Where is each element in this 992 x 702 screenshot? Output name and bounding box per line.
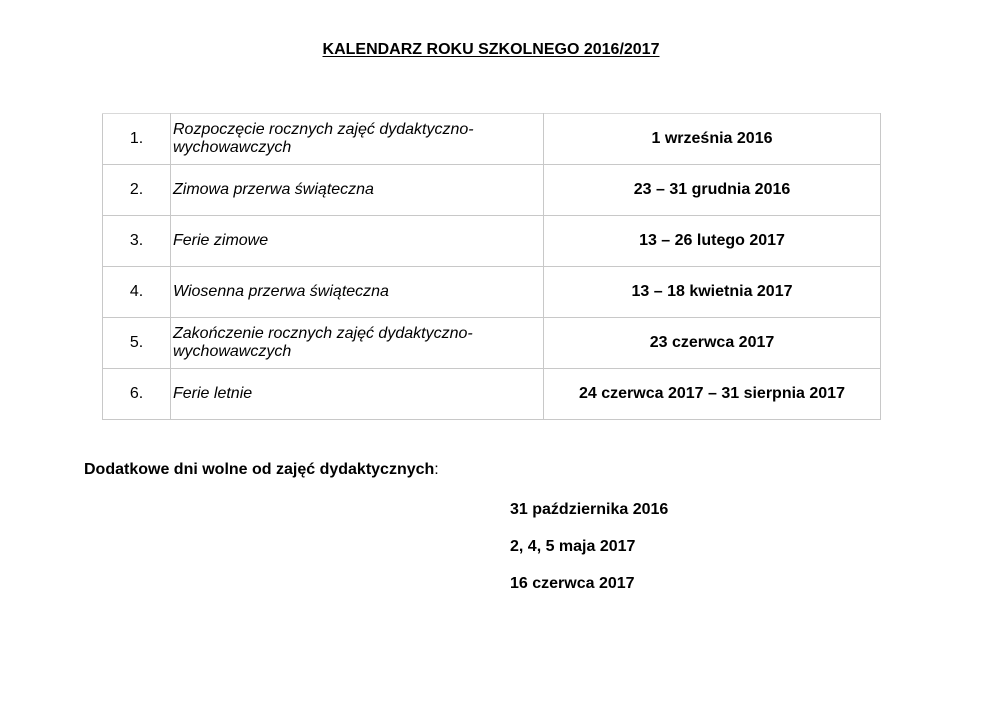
list-item: 31 października 2016 xyxy=(510,501,669,518)
row-date: 23 – 31 grudnia 2016 xyxy=(544,165,881,216)
list-item: 2, 4, 5 maja 2017 xyxy=(510,538,636,555)
row-description: Zimowa przerwa świąteczna xyxy=(171,165,544,216)
table-row xyxy=(103,165,881,216)
row-description: Rozpoczęcie rocznych zajęć dydaktyczno-wychowawczych xyxy=(171,114,544,165)
list-item: 16 czerwca 2017 xyxy=(510,575,635,592)
calendar-table xyxy=(102,113,881,420)
table-row xyxy=(103,267,881,318)
row-description: Zakończenie rocznych zajęć dydaktyczno-wychowawczych xyxy=(171,318,544,369)
row-date: 1 września 2016 xyxy=(544,114,881,165)
row-number: 6. xyxy=(103,369,171,420)
row-description: Ferie zimowe xyxy=(171,216,544,267)
row-date: 13 – 18 kwietnia 2017 xyxy=(544,267,881,318)
row-date: 23 czerwca 2017 xyxy=(544,318,881,369)
row-date: 24 czerwca 2017 – 31 sierpnia 2017 xyxy=(544,369,881,420)
additional-days-list xyxy=(510,500,668,611)
table-row xyxy=(103,369,881,420)
additional-days-heading-text: Dodatkowe dni wolne od zajęć dydaktycznych xyxy=(84,461,435,478)
table-row xyxy=(103,114,881,165)
row-number: 5. xyxy=(103,318,171,369)
row-number: 1. xyxy=(103,114,171,165)
row-description: Wiosenna przerwa świąteczna xyxy=(171,267,544,318)
page-title: KALENDARZ ROKU SZKOLNEGO 2016/2017 xyxy=(322,41,660,58)
table-row xyxy=(103,318,881,369)
row-date: 13 – 26 lutego 2017 xyxy=(544,216,881,267)
row-description: Ferie letnie xyxy=(171,369,544,420)
row-number: 2. xyxy=(103,165,171,216)
additional-days-heading-colon: : xyxy=(434,461,439,478)
row-number: 4. xyxy=(103,267,171,318)
table-row xyxy=(103,216,881,267)
row-number: 3. xyxy=(103,216,171,267)
additional-days-heading xyxy=(84,461,439,479)
